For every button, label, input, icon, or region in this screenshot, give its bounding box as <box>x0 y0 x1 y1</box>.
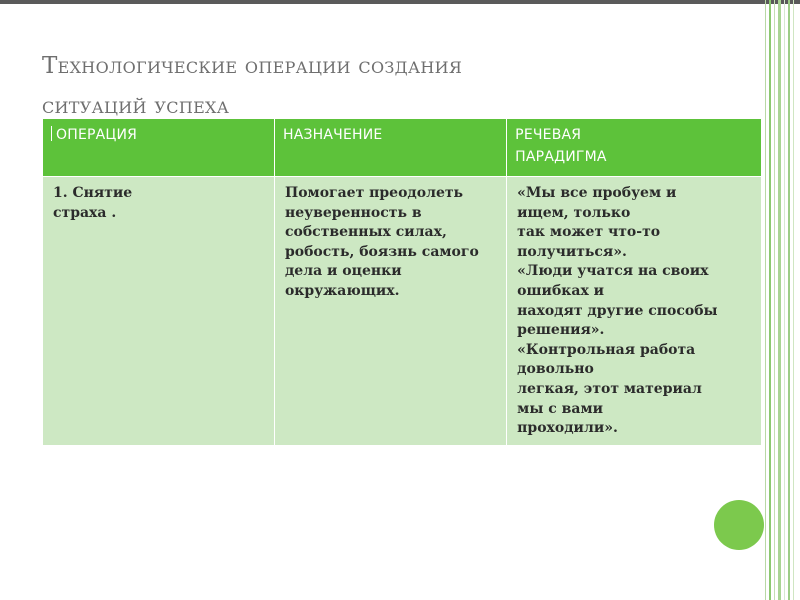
cell-text-line: так может что-то <box>517 224 661 241</box>
decorative-stripe <box>769 0 771 600</box>
table-row <box>43 177 762 446</box>
title-line-1: Технологические операции создания <box>42 53 463 79</box>
cell-text-line: страха . <box>53 204 117 221</box>
cell-purpose <box>274 177 506 446</box>
cell-text-line: легкая, этот материал <box>517 380 702 397</box>
decorative-stripe <box>765 0 766 600</box>
decorative-stripe <box>784 0 785 600</box>
header-operation-label: ОПЕРАЦИЯ <box>56 127 138 143</box>
header-paradigm-line: ПАРАДИГМА <box>515 149 607 165</box>
header-operation <box>43 119 275 177</box>
cell-text-line: мы с вами <box>517 400 603 417</box>
slide-title <box>42 46 742 126</box>
decorative-stripe <box>788 0 790 600</box>
top-bar <box>0 0 800 4</box>
title-line-2: ситуаций успеха <box>42 93 230 119</box>
cell-text-line: Помогает преодолеть <box>284 185 464 201</box>
header-paradigm-line: РЕЧЕВАЯ <box>515 127 582 143</box>
header-purpose <box>274 119 506 177</box>
cell-text-line: собственных силах, <box>284 224 447 241</box>
operations-table <box>42 118 762 446</box>
cell-text-line: находят другие способы <box>517 302 718 319</box>
header-paradigm <box>507 119 762 177</box>
cell-text-line: решения». <box>517 322 605 339</box>
text-cursor <box>51 126 52 141</box>
cell-paradigm <box>507 177 762 446</box>
cell-operation <box>43 177 275 446</box>
cell-text-line: дела и оценки <box>284 263 402 280</box>
decorative-stripe <box>778 0 781 600</box>
decorative-circle <box>714 500 764 550</box>
cell-text-line: окружающих. <box>284 282 400 299</box>
cell-text-line: робость, боязнь самого <box>284 243 479 260</box>
cell-text-line: проходили». <box>517 420 618 437</box>
header-purpose-label: НАЗНАЧЕНИЕ <box>282 127 383 143</box>
decorative-stripe <box>793 0 794 600</box>
cell-text-line: неуверенность в <box>284 204 422 221</box>
cell-text-line: 1. Снятие <box>53 185 133 201</box>
cell-text-line: получиться». <box>517 243 627 260</box>
decorative-stripe <box>774 0 775 600</box>
cell-text-line: ошибках и <box>517 282 605 299</box>
cell-text-line: «Контрольная работа <box>517 341 696 358</box>
cell-text-line: ищем, только <box>517 204 631 221</box>
cell-text-line: «Мы все пробуем и <box>517 185 677 201</box>
cell-text-line: «Люди учатся на своих <box>517 263 709 280</box>
table-header-row <box>43 119 762 177</box>
cell-text-line: довольно <box>517 361 594 378</box>
